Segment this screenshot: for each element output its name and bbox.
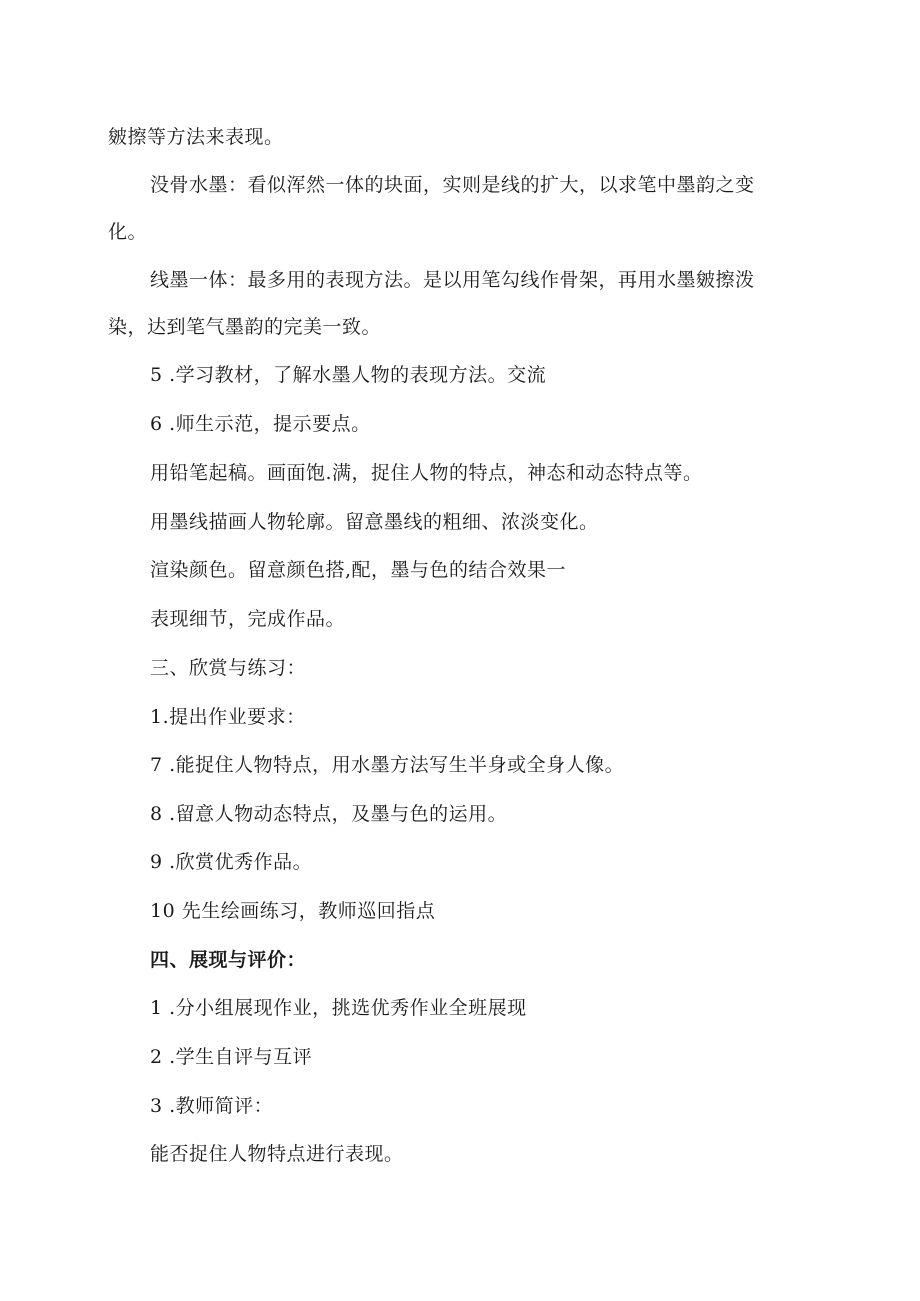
paragraph-line: 化。 [108,221,148,243]
paragraph-line: 用墨线描画人物轮廓。留意墨线的粗细、浓淡变化。 [150,511,599,533]
paragraph-line: 渲染颜色。留意颜色搭,配，墨与色的结合效果一 [150,559,567,581]
paragraph-line: 皴擦等方法来表现。 [108,126,284,148]
list-item: 9 .欣赏优秀作品。 [150,851,313,873]
list-item: 7 .能捉住人物特点，用水墨方法写生半身或全身人像。 [150,754,625,776]
list-item: 5 .学习教材，了解水墨人物的表现方法。交流 [150,364,547,386]
paragraph-line: 线墨一体：最多用的表现方法。是以用笔勾线作骨架，再用水墨皴擦泼 [150,269,755,291]
list-item: 3 .教师简评： [150,1095,274,1117]
paragraph-line: 用铅笔起稿。画面饱.满，捉住人物的特点，神态和动态特点等。 [150,462,703,484]
list-item: 8 .留意人物动态特点，及墨与色的运用。 [150,803,508,825]
paragraph-line: 能否捉住人物特点进行表现。 [150,1143,404,1165]
list-item: 10 先生绘画练习，教师巡回指点 [150,900,436,922]
section-heading: 四、展现与评价： [150,949,307,971]
paragraph-line: 没骨水墨：看似浑然一体的块面，实则是线的扩大，以求笔中墨韵之变 [150,174,755,196]
list-item: 2 .学生自评与互评 [150,1046,313,1068]
list-item: 6 .师生示范，提示要点。 [150,413,371,435]
section-heading: 三、欣赏与练习： [150,657,307,679]
list-item: 1 .分小组展现作业，挑选优秀作业全班展现 [150,997,527,1019]
paragraph-line: 染，达到笔气墨韵的完美一致。 [108,316,382,338]
list-item: 1.提出作业要求： [150,706,306,728]
paragraph-line: 表现细节，完成作品。 [150,608,346,630]
